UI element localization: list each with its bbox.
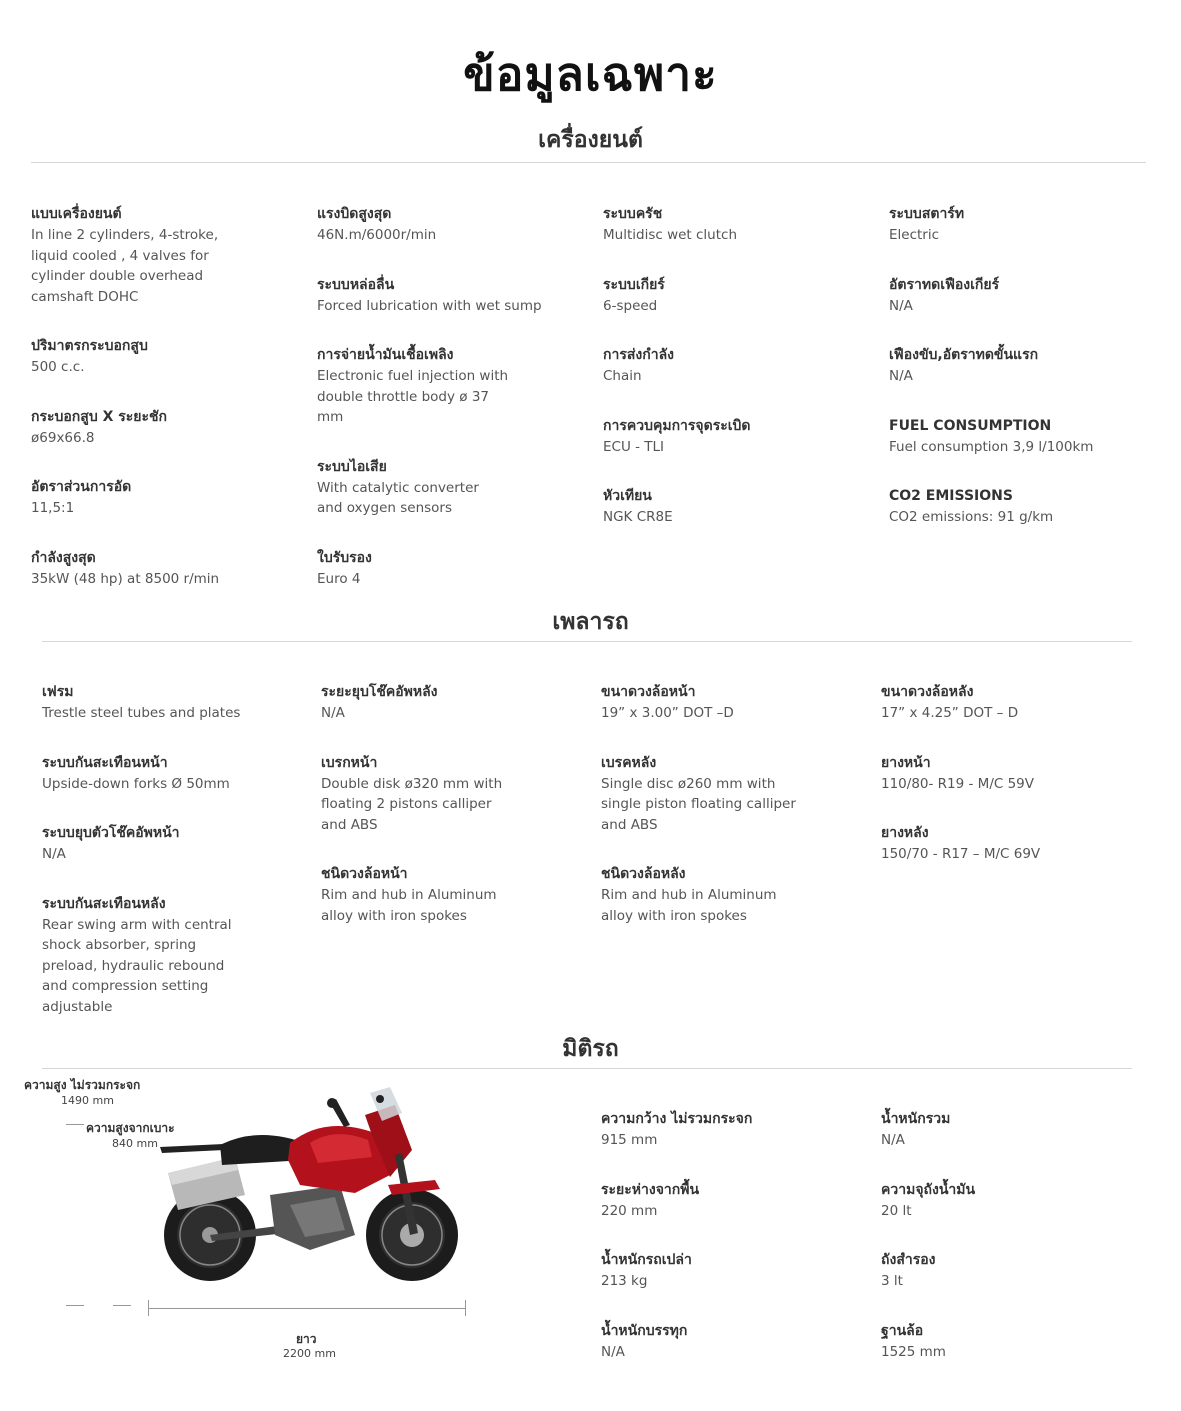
- spec-rear-brake: [601, 752, 861, 836]
- spec-label: การควบคุมการจุดระเบิด: [603, 417, 751, 434]
- seat-height-marker: [66, 1124, 84, 1125]
- spec-front-wheel-type: [321, 863, 581, 926]
- spec-label: ระบบไอเสีย: [317, 458, 387, 475]
- spec-transmission: [603, 344, 863, 387]
- engine-column-2: [317, 203, 577, 617]
- chassis-column-1: [42, 681, 302, 1045]
- spec-label: แรงบิดสูงสุด: [317, 206, 392, 222]
- spec-label: ขนาดวงล้อหน้า: [601, 684, 696, 700]
- height-value: 1490 mm: [61, 1094, 114, 1107]
- spec-primary-drive: [889, 344, 1149, 387]
- spec-value: Forced lubrication with wet sump: [317, 297, 542, 314]
- spec-frame: [42, 681, 302, 724]
- spec-label: อัตราทดเฟืองเกียร์: [889, 276, 1000, 293]
- spec-label: ระยะห่างจากพื้น: [601, 1181, 700, 1198]
- length-value: 2200 mm: [283, 1347, 336, 1360]
- spec-value: 35kW (48 hp) at 8500 r/min: [31, 570, 220, 587]
- seat-height-label: ความสูงจากเบาะ: [86, 1121, 175, 1135]
- spec-value: N/A: [42, 846, 66, 862]
- spec-max-torque: [317, 203, 577, 246]
- spec-gearbox: [603, 274, 863, 317]
- spec-value: 500 c.c.: [31, 359, 85, 375]
- spec-rear-wheel-size: [881, 681, 1141, 724]
- engine-section-title: เครื่องยนต์: [538, 127, 643, 153]
- spec-label: ถังสำรอง: [881, 1252, 936, 1268]
- length-tick-start: [148, 1300, 149, 1316]
- spec-total-weight: [881, 1108, 1141, 1151]
- engine-column-4: [889, 203, 1149, 556]
- spec-starter: [889, 203, 1149, 246]
- spec-label: ใบรับรอง: [317, 549, 372, 566]
- spec-dry-weight: [601, 1249, 861, 1292]
- spec-value: Single disc ø260 mm with single piston floating calliper and ABS: [601, 775, 796, 833]
- spec-value: Upside-down forks Ø 50mm: [42, 775, 230, 792]
- spec-value: N/A: [601, 1343, 625, 1360]
- spec-payload: [601, 1320, 861, 1363]
- spec-displacement: [31, 335, 291, 378]
- dimensions-column-2: [881, 1108, 1141, 1390]
- chassis-divider: [42, 641, 1132, 642]
- spec-bore-stroke: [31, 406, 291, 449]
- spec-value: 150/70 - R17 – M/C 69V: [881, 846, 1041, 862]
- spec-width: [601, 1108, 861, 1151]
- spec-label: ระบบกันสะเทือนหน้า: [42, 754, 168, 771]
- spec-value: 19” x 3.00” DOT –D: [601, 705, 734, 721]
- spec-value: N/A: [881, 1132, 905, 1148]
- spec-value: 20 lt: [881, 1202, 912, 1219]
- spec-rear-tyre: [881, 822, 1141, 865]
- dimensions-section-title: มิติรถ: [562, 1036, 619, 1062]
- spec-co2-emissions: [889, 485, 1149, 528]
- spec-fuel-capacity: [881, 1179, 1141, 1222]
- spec-value: N/A: [321, 705, 345, 721]
- spec-label: การส่งกำลัง: [603, 347, 674, 363]
- spec-label: หัวเทียน: [603, 488, 652, 504]
- spec-value: Multidisc wet clutch: [603, 227, 737, 243]
- spec-label: ระยะยุบโช๊คอัพหลัง: [321, 684, 438, 700]
- spec-value: 6-speed: [603, 297, 658, 314]
- chassis-section-title: เพลารถ: [552, 609, 629, 635]
- spec-label: ระบบยุบตัวโช๊คอัพหน้า: [42, 825, 180, 841]
- spec-value: 46N.m/6000r/min: [317, 227, 437, 243]
- spec-label: ระบบเกียร์: [603, 276, 665, 293]
- spec-value: N/A: [889, 297, 913, 314]
- spec-lubrication: [317, 274, 577, 317]
- spec-rear-suspension: [42, 893, 302, 1018]
- spec-label: อัตราส่วนการอัด: [31, 479, 132, 495]
- dimensions-column-1: [601, 1108, 861, 1390]
- spec-label: ระบบหล่อลื่น: [317, 276, 395, 293]
- spec-value: Chain: [603, 368, 642, 384]
- dimensions-divider: [42, 1068, 1132, 1069]
- spec-value: 213 kg: [601, 1273, 648, 1289]
- spec-rear-travel: [321, 681, 581, 724]
- spec-wheelbase: [881, 1320, 1141, 1363]
- chassis-column-2: [321, 681, 581, 954]
- spec-front-suspension: [42, 752, 302, 795]
- spec-label: CO2 EMISSIONS: [889, 488, 1013, 504]
- engine-divider: [31, 162, 1146, 163]
- spec-value: In line 2 cylinders, 4-stroke, liquid cooled , 4 valves for cylinder double overhead camshaft DOHC: [31, 227, 219, 305]
- seat-height-value: 840 mm: [112, 1137, 158, 1150]
- spec-label: เบรกหน้า: [321, 754, 378, 771]
- height-label: ความสูง ไม่รวมกระจก: [24, 1078, 141, 1092]
- spec-value: 110/80- R19 - M/C 59V: [881, 775, 1034, 792]
- spec-ground-clearance: [601, 1179, 861, 1222]
- spec-value: 17” x 4.25” DOT – D: [881, 705, 1019, 721]
- spec-label: ยางหลัง: [881, 825, 929, 841]
- spec-value: Rim and hub in Aluminum alloy with iron spokes: [601, 887, 777, 924]
- spec-value: 220 mm: [601, 1202, 658, 1219]
- spec-max-power: [31, 547, 291, 590]
- spec-label: เบรคหลัง: [601, 754, 657, 771]
- spec-value: With catalytic converter and oxygen sensors: [317, 479, 479, 516]
- length-tick-end: [465, 1300, 466, 1316]
- spec-label: ฐานล้อ: [881, 1322, 924, 1339]
- spec-label: เฟืองขับ,อัตราทดขั้นแรก: [889, 347, 1039, 363]
- ground-marker-2: [113, 1305, 131, 1306]
- spec-value: 11,5:1: [31, 500, 75, 516]
- spec-label: ระบบสตาร์ท: [889, 206, 965, 222]
- spec-value: Electronic fuel injection with double throttle body ø 37 mm: [317, 368, 509, 425]
- spec-label: ความจุถังน้ำมัน: [881, 1181, 976, 1198]
- spec-value: Rear swing arm with central shock absorber, spring preload, hydraulic rebound and compression setting adjustable: [42, 916, 232, 1015]
- spec-exhaust: [317, 456, 577, 519]
- spec-label: เฟรม: [42, 684, 74, 700]
- spec-rear-wheel-type: [601, 863, 861, 926]
- page-title: ข้อมูลเฉพาะ: [463, 47, 718, 101]
- spec-value: CO2 emissions: 91 g/km: [889, 509, 1054, 525]
- spec-spark-plug: [603, 485, 863, 528]
- spec-value: Trestle steel tubes and plates: [42, 705, 241, 721]
- spec-value: 3 lt: [881, 1273, 903, 1289]
- length-dimension-line: [148, 1308, 466, 1309]
- spec-value: 1525 mm: [881, 1343, 946, 1360]
- spec-label: กำลังสูงสุด: [31, 549, 96, 566]
- spec-value: ø69x66.8: [31, 429, 95, 446]
- spec-label: ชนิดวงล้อหน้า: [321, 866, 408, 882]
- engine-column-1: [31, 203, 291, 617]
- spec-clutch: [603, 203, 863, 246]
- chassis-column-4: [881, 681, 1141, 893]
- motorcycle-image: [150, 1085, 470, 1300]
- spec-label: น้ำหนักบรรทุก: [601, 1322, 688, 1339]
- spec-fuel-consumption: [889, 415, 1149, 458]
- spec-label: แบบเครื่องยนต์: [31, 206, 122, 222]
- engine-column-3: [603, 203, 863, 556]
- spec-label: FUEL CONSUMPTION: [889, 417, 1052, 434]
- spec-value: Fuel consumption 3,9 l/100km: [889, 438, 1094, 455]
- spec-front-brake: [321, 752, 581, 836]
- spec-front-tyre: [881, 752, 1141, 795]
- spec-value: ECU - TLI: [603, 438, 665, 455]
- length-label: ยาว: [296, 1332, 317, 1346]
- spec-label: น้ำหนักรถเปล่า: [601, 1252, 692, 1268]
- spec-label: น้ำหนักรวม: [881, 1111, 951, 1127]
- spec-engine-type: [31, 203, 291, 307]
- spec-label: ยางหน้า: [881, 754, 931, 771]
- spec-label: ขนาดวงล้อหลัง: [881, 684, 974, 700]
- spec-front-travel: [42, 822, 302, 865]
- spec-label: ปริมาตรกระบอกสูบ: [31, 338, 148, 354]
- spec-value: Double disk ø320 mm with floating 2 pistons calliper and ABS: [321, 775, 503, 833]
- ground-marker-1: [66, 1305, 84, 1306]
- spec-label: กระบอกสูบ X ระยะชัก: [31, 408, 168, 425]
- spec-value: NGK CR8E: [603, 509, 673, 525]
- spec-value: N/A: [889, 368, 913, 384]
- spec-value: Electric: [889, 227, 940, 243]
- spec-label: ระบบครัช: [603, 206, 663, 222]
- spec-value: Rim and hub in Aluminum alloy with iron spokes: [321, 887, 497, 924]
- chassis-column-3: [601, 681, 861, 954]
- spec-certification: [317, 547, 577, 590]
- spec-label: การจ่ายน้ำมันเชื้อเพลิง: [317, 347, 454, 363]
- spec-label: ชนิดวงล้อหลัง: [601, 866, 686, 882]
- spec-ignition: [603, 415, 863, 458]
- spec-fuel-system: [317, 344, 577, 428]
- spec-reserve: [881, 1249, 1141, 1292]
- spec-compression-ratio: [31, 476, 291, 519]
- spec-front-wheel-size: [601, 681, 861, 724]
- spec-label: ระบบกันสะเทือนหลัง: [42, 895, 166, 912]
- spec-gear-ratio: [889, 274, 1149, 317]
- spec-label: ความกว้าง ไม่รวมกระจก: [601, 1111, 753, 1127]
- spec-value: 915 mm: [601, 1132, 658, 1148]
- spec-value: Euro 4: [317, 570, 361, 587]
